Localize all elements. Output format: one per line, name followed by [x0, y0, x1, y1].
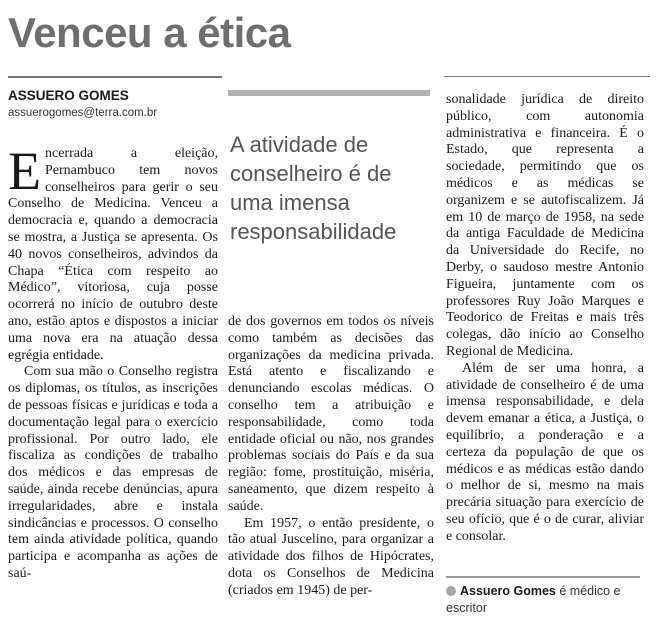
paragraph-text: ncerrada a eleição, Pernambuco tem novos conselheiros para gerir o seu Conselho de Medicina. Venceu a democracia e, quando a democracia se mostra, a Justiça se apresenta. Os 40 novos conselheiros, advindos da Chapa “Ética com respeito ao Médico”, vitoriosa, cuja posse ocorrerá no início de outubro deste ano, estão aptos e dispostos a iniciar uma nova era na atuação dessa egrégia entidade.: [8, 146, 218, 363]
paragraph: sonalidade jurídica de direito público, com autonomia administrativa e financeira. É o Estado, que representa a sociedade, permitindo que os médicos e as médicas se organizem e se autofiscalizem. Já em 10 de março de 1958, na sede da antiga Faculdade de Medicina da Universidade do Recife, no Derby, o saudoso mestre Antonio Figueira, juntamente com os professores Ruy João Marques e Teodorico de Freitas e mais três colegas, dão início ao Conselho Regional de Medicina.: [446, 92, 644, 359]
author-bio: [446, 583, 646, 617]
paragraph: de dos governos em todos os níveis como também as decisões das organizações da medicina privada. Está atento e fiscalizando e denunciando escolas médicas. O conselho tem a atribuição e responsabilidade, como toda entidade oficial ou não, nos grandes problemas sociais do País e da sua região: fome, prostituição, miséria, saneamento, que dizem respeito à saúde.: [228, 314, 434, 514]
bio-description: é médico e escritor: [446, 584, 621, 615]
column-2: [228, 314, 434, 600]
paragraph: Em 1957, o então presidente, o tão atual Juscelino, para organizar a atividade dos filhos de Hipócrates, dota os Conselhos de Medicina (criados em 1945) de per-: [228, 515, 434, 598]
bio-rule: [446, 576, 640, 578]
author-email: assuerogomes@terra.com.br: [8, 107, 158, 119]
column-1: [8, 141, 218, 583]
pull-quote: A atividade de conselheiro é de uma imensa responsabilidade: [230, 132, 397, 244]
bio-author-name: Assuero Gomes: [460, 584, 556, 598]
bullet-icon: [446, 586, 456, 596]
headline-rule: [8, 76, 222, 78]
paragraph: Com sua mão o Conselho registra os diplomas, os títulos, as inscrições de pessoas físicas e jurídicas e toda a documentação legal para o exercício profissional. Por outro lado, ele fiscaliza as condições de trabalho dos médicos e das empresas de saúde, ainda recebe denúncias, apura irregularidades, abre e instala sindicâncias e processos. O conselho tem ainda atividade política, quando participa e acompanha as ações de saú-: [8, 364, 218, 581]
paragraph: Além de ser uma honra, a atividade de conselheiro é de uma imensa responsabilidade, e dela devem emanar a ética, a Justiça, o equilíbrio, a ponderação e a certeza da população de que os médicos e as médicas estão dando o melhor de si, mesmo na mais precária situação para exercício de seu ofício, que é o de curar, aliviar e consolar.: [446, 360, 644, 544]
drop-cap: E: [8, 141, 41, 201]
author-name: ASSUERO GOMES: [8, 88, 129, 103]
column-rule: [444, 76, 650, 77]
article-headline: Venceu a ética: [8, 9, 291, 56]
paragraph: [8, 141, 218, 364]
column-3: [446, 92, 644, 546]
pullquote-rule: [228, 90, 430, 96]
